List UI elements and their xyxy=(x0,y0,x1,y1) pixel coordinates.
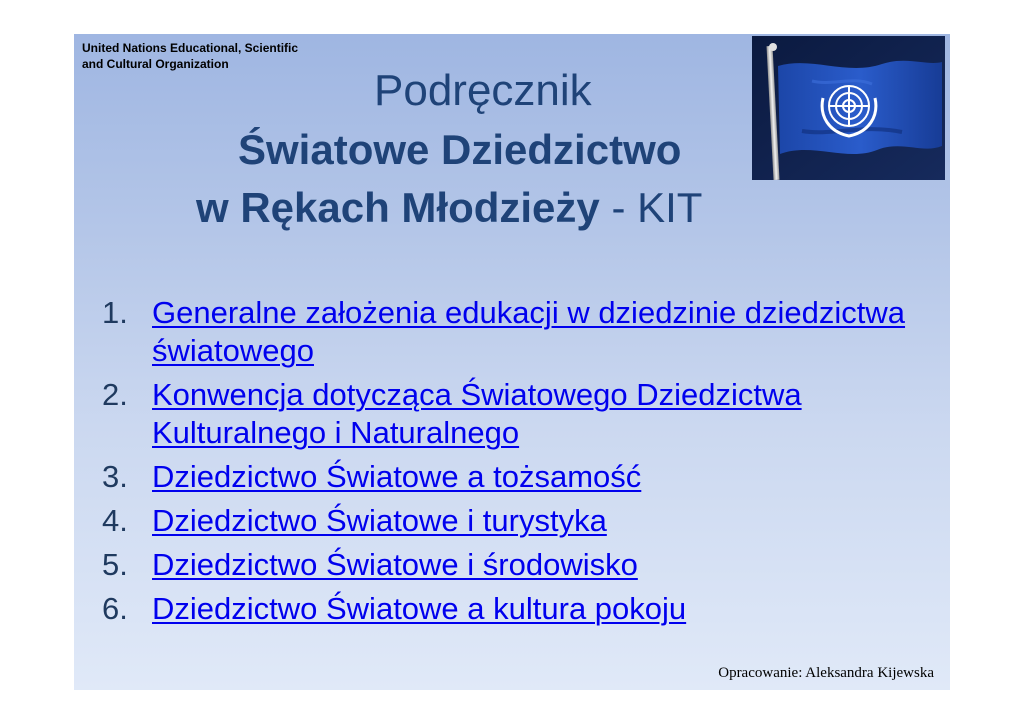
org-name-line2: and Cultural Organization xyxy=(82,57,229,71)
slide xyxy=(74,34,950,690)
title-line3-suffix: - KIT xyxy=(599,184,703,231)
list-item xyxy=(102,376,950,452)
item-number: 6. xyxy=(102,591,128,626)
topic-link-3[interactable]: Dziedzictwo Światowe a tożsamość xyxy=(152,459,642,494)
org-name xyxy=(82,40,298,72)
title-line1: Podręcznik xyxy=(374,66,592,115)
list-item xyxy=(102,294,950,370)
un-flag-icon xyxy=(752,36,945,180)
list-item xyxy=(102,546,950,584)
topic-link-4[interactable]: Dziedzictwo Światowe i turystyka xyxy=(152,503,607,538)
author-credit: Opracowanie: Aleksandra Kijewska xyxy=(718,665,934,681)
item-number: 3. xyxy=(102,459,128,494)
title-line2: Światowe Dziedzictwo xyxy=(238,126,682,173)
topic-link-1[interactable]: Generalne założenia edukacji w dziedzinie dziedzictwa światowego xyxy=(152,295,906,368)
list-item xyxy=(102,502,950,540)
org-name-line1: United Nations Educational, Scientific xyxy=(82,41,299,55)
topic-link-5[interactable]: Dziedzictwo Światowe i środowisko xyxy=(152,547,638,582)
title-line3-bold: w Rękach Młodzieży xyxy=(196,184,600,231)
topic-link-6[interactable]: Dziedzictwo Światowe a kultura pokoju xyxy=(152,591,687,626)
topic-link-2[interactable]: Konwencja dotycząca Światowego Dziedzictwa Kulturalnego i Naturalnego xyxy=(152,377,802,450)
item-number: 1. xyxy=(102,295,128,330)
un-flag-image xyxy=(752,36,945,180)
item-number: 2. xyxy=(102,377,128,412)
title-line3 xyxy=(196,184,702,232)
topic-list xyxy=(102,294,950,634)
list-item xyxy=(102,458,950,496)
item-number: 4. xyxy=(102,503,128,538)
item-number: 5. xyxy=(102,547,128,582)
list-item xyxy=(102,590,950,628)
